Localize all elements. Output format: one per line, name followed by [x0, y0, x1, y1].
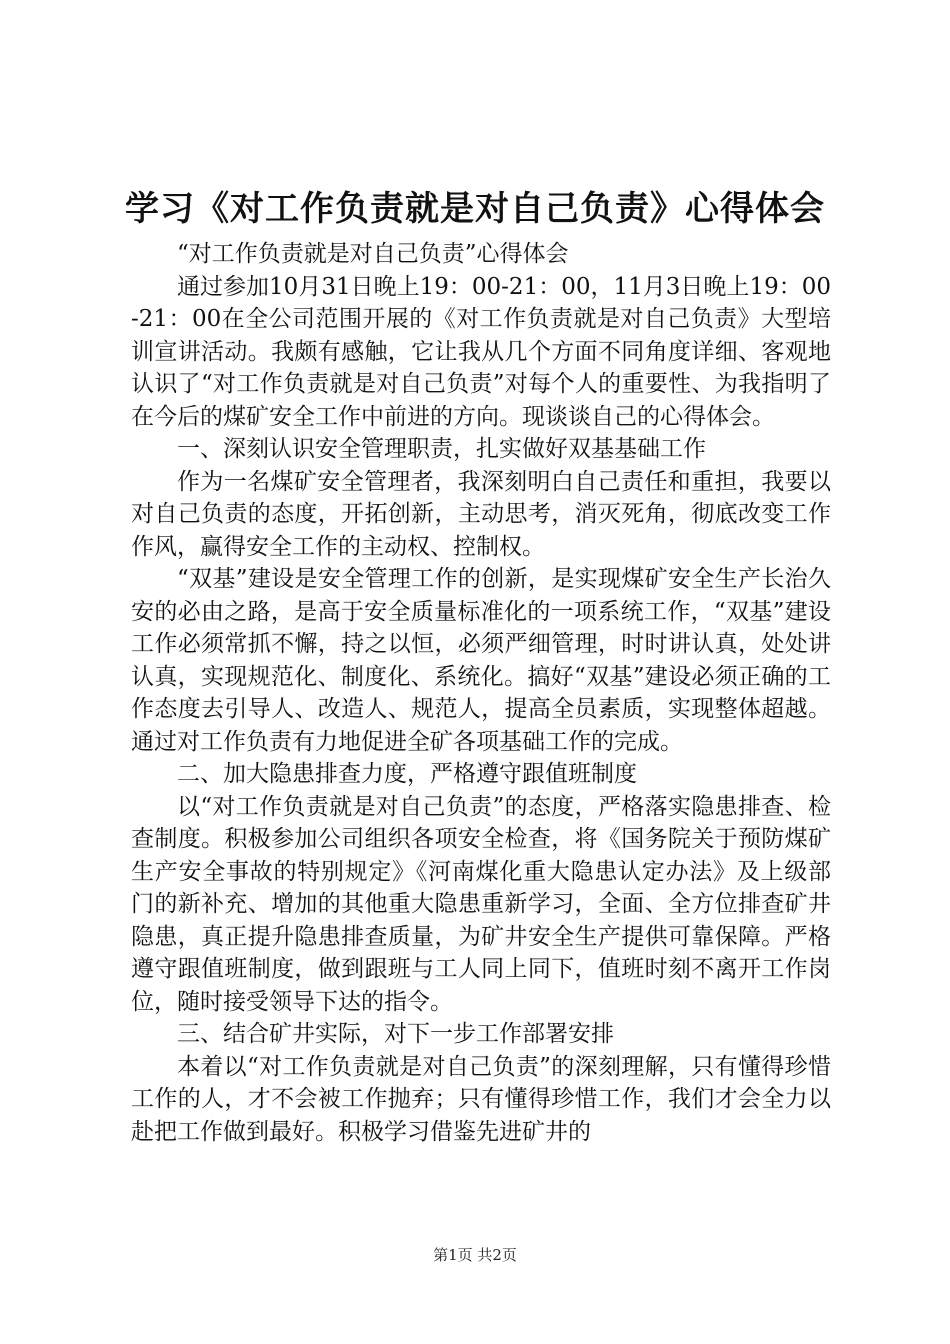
body-paragraph: 以“对工作负责就是对自己负责”的态度，严格落实隐患排查、检查制度。积极参加公司组织各项安全检查，将《国务院关于预防煤矿生产安全事故的特别规定》《河南煤化重大隐患认定办法》及上级部门的新补充、增加的其他重大隐患重新学习，全面、全方位排查矿井隐患，真正提升隐患排查质量，为矿井安全生产提供可靠保障。严格遵守跟值班制度，做到跟班与工人同上同下，值班时刻不离开工作岗位，随时接受领导下达的指令。	[131, 793, 831, 1015]
section-heading-1: 一、深刻认识安全管理职责，扎实做好双基基础工作	[177, 436, 706, 462]
document-title: 学习《对工作负责就是对自己负责》心得体会	[125, 189, 825, 229]
body-paragraph: 作为一名煤矿安全管理者，我深刻明白自己责任和重担，我要以对自己负责的态度，开拓创新，主动思考，消灭死角，彻底改变工作作风，赢得安全工作的主动权、控制权。	[131, 468, 831, 560]
document-body	[131, 238, 831, 1148]
page-number-footer: 第1页 共2页	[433, 1246, 517, 1264]
intro-paragraph: 通过参加10月31日晚上19：00-21：00，11月3日晚上19：00-21：00在全公司范围开展的《对工作负责就是对自己负责》大型培训宣讲活动。我颇有感触，它让我从几个方面不同角度详细、客观地认识了“对工作负责就是对自己负责”对每个人的重要性、为我指明了在今后的煤矿安全工作中前进的方向。现谈谈自己的心得体会。	[131, 273, 831, 430]
section-heading-3: 三、结合矿井实际，对下一步工作部署安排	[177, 1021, 614, 1047]
subtitle-paragraph: “对工作负责就是对自己负责”心得体会	[177, 241, 569, 267]
section-heading-2: 二、加大隐患排查力度，严格遵守跟值班制度	[177, 761, 637, 787]
body-paragraph: “双基”建设是安全管理工作的创新，是实现煤矿安全生产长治久安的必由之路，是高于安全质量标准化的一项系统工作，“双基”建设工作必须常抓不懈，持之以恒，必须严细管理，时时讲认真，处处讲认真，实现规范化、制度化、系统化。搞好“双基”建设必须正确的工作态度去引导人、改造人、规范人，提高全员素质，实现整体超越。通过对工作负责有力地促进全矿各项基础工作的完成。	[131, 566, 831, 755]
body-paragraph: 本着以“对工作负责就是对自己负责”的深刻理解，只有懂得珍惜工作的人，才不会被工作抛弃；只有懂得珍惜工作，我们才会全力以赴把工作做到最好。积极学习借鉴先进矿井的	[131, 1053, 831, 1145]
